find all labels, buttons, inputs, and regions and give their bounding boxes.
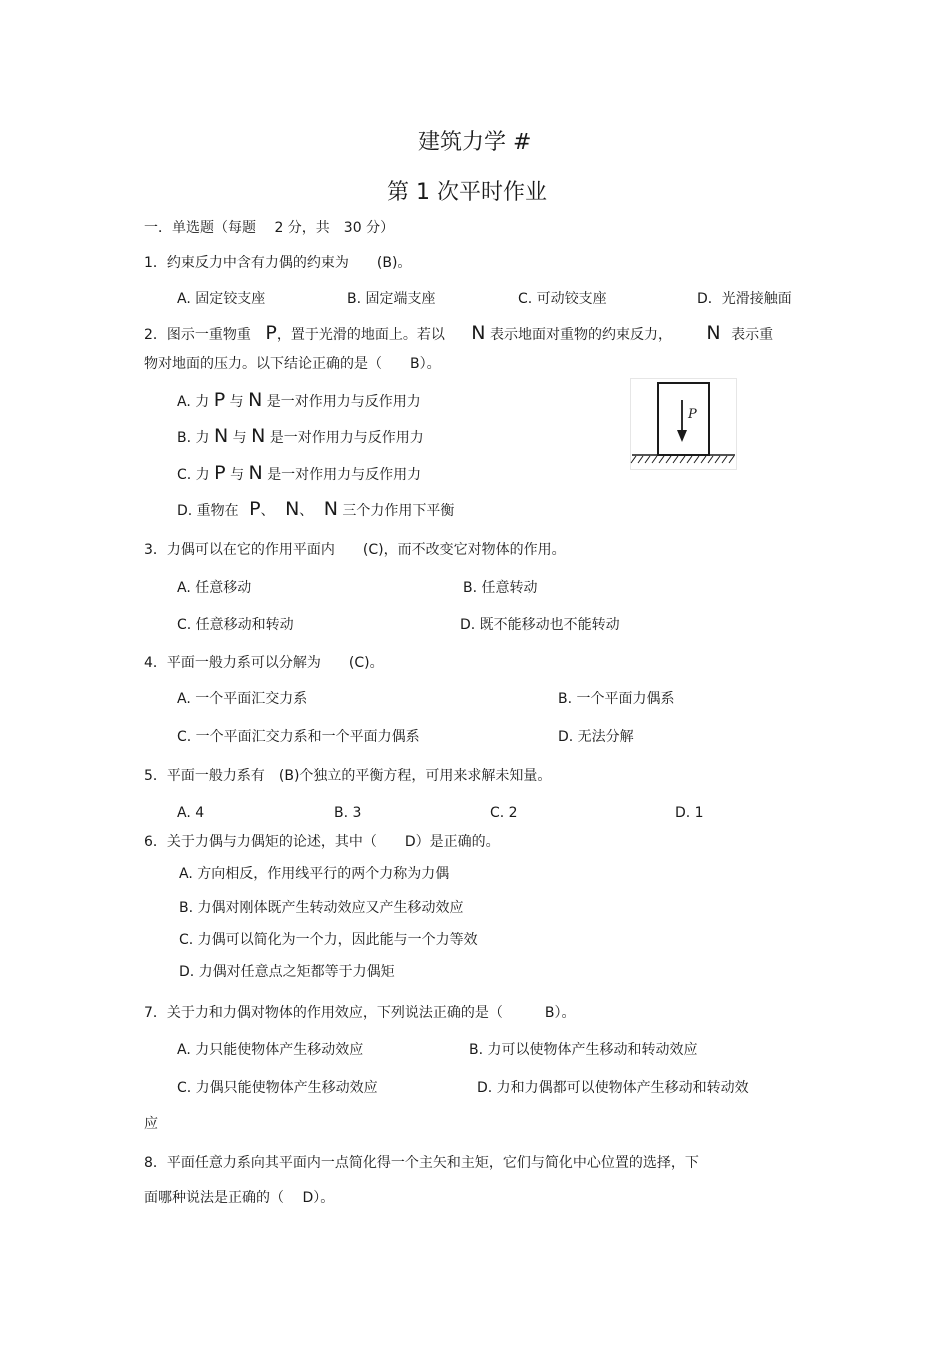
- stem-text: 表示地面对重物的约束反力，: [489, 327, 672, 343]
- question-6-option-b: B. 力偶对刚体既产生转动效应又产生移动效应: [179, 900, 464, 916]
- question-3-option-d: D. 既不能移动也不能转动: [460, 617, 620, 633]
- question-5-stem: 5．平面一般力系有 (B)个独立的平衡方程，可用来求解未知量。: [144, 768, 552, 784]
- option-label: D. 重物在: [177, 503, 239, 519]
- block-on-ground-figure: [630, 378, 737, 470]
- question-5-option-d: D. 1: [675, 805, 704, 821]
- question-5-option-c: C. 2: [490, 805, 518, 821]
- document-subtitle: 第 1 次平时作业: [387, 180, 547, 205]
- question-5-option-b: B. 3: [334, 805, 362, 821]
- question-3-stem: 3．力偶可以在它的作用平面内 (C)，而不改变它对物体的作用。: [144, 542, 566, 558]
- option-text: 与: [230, 467, 245, 483]
- question-4-option-b: B. 一个平面力偶系: [558, 691, 675, 707]
- option-text: 是一对作用力与反作用力: [267, 467, 422, 483]
- question-6-stem: 6．关于力偶与力偶矩的论述，其中（ D）是正确的。: [144, 834, 500, 850]
- question-4-option-c: C. 一个平面汇交力系和一个平面力偶系: [177, 729, 420, 745]
- question-7-option-d: D. 力和力偶都可以使物体产生移动和转动效: [477, 1080, 749, 1096]
- question-1-option-a: A. 固定铰支座: [177, 291, 266, 307]
- question-6-option-c: C. 力偶可以简化为一个力，因此能与一个力等效: [179, 932, 478, 948]
- question-7-stem: 7．关于力和力偶对物体的作用效应，下列说法正确的是（ B）。: [144, 1005, 576, 1021]
- ground-hatching: [631, 456, 734, 463]
- symbol: N: [285, 498, 300, 520]
- question-1-stem: 1．约束反力中含有力偶的约束为 (B)。: [144, 255, 412, 271]
- symbol: N: [248, 462, 263, 484]
- question-2-stem-line2: 物对地面的压力。以下结论正确的是（ B）。: [144, 356, 441, 372]
- symbol: P: [249, 498, 261, 520]
- symbol-p: P: [265, 322, 277, 344]
- stem-text: 表示重: [731, 327, 774, 343]
- question-4-option-a: A. 一个平面汇交力系: [177, 691, 308, 707]
- symbol: N: [213, 425, 229, 447]
- question-2-option-b: [177, 427, 424, 447]
- symbol-n: N: [471, 322, 486, 344]
- question-7-option-c: C. 力偶只能使物体产生移动效应: [177, 1080, 378, 1096]
- symbol: N: [248, 389, 263, 411]
- question-8-stem-line2: 面哪种说法是正确的（ D）。: [144, 1190, 335, 1206]
- question-2-stem-line1: [144, 324, 773, 344]
- block-outline: [658, 383, 709, 455]
- question-7-option-d-continuation: 应: [144, 1116, 158, 1132]
- section-heading: 一．单选题（每题 2 分，共 30 分）: [144, 220, 395, 236]
- stem-text: 2．图示一重物重: [144, 327, 251, 343]
- symbol-n: N: [706, 322, 721, 344]
- question-7-option-a: A. 力只能使物体产生移动效应: [177, 1042, 364, 1058]
- question-7-option-b: B. 力可以使物体产生移动和转动效应: [469, 1042, 698, 1058]
- option-text: 三个力作用下平衡: [342, 503, 455, 519]
- question-3-option-c: C. 任意移动和转动: [177, 617, 294, 633]
- option-label: A. 力: [177, 394, 210, 410]
- question-3-option-b: B. 任意转动: [463, 580, 538, 596]
- option-text: 与: [229, 394, 244, 410]
- question-2-option-d: [177, 500, 454, 520]
- symbol: N: [251, 425, 266, 447]
- question-4-stem: 4．平面一般力系可以分解为 (C)。: [144, 655, 384, 671]
- separator: 、: [299, 503, 314, 519]
- option-label: C. 力: [177, 467, 210, 483]
- question-6-option-d: D. 力偶对任意点之矩都等于力偶矩: [179, 964, 395, 980]
- option-text: 与: [232, 430, 247, 446]
- question-6-option-a: A. 方向相反，作用线平行的两个力称为力偶: [179, 866, 450, 882]
- question-3-option-a: A. 任意移动: [177, 580, 252, 596]
- symbol: N: [323, 498, 338, 520]
- option-text: 是一对作用力与反作用力: [269, 430, 424, 446]
- question-2-option-c: [177, 464, 421, 484]
- document-title: 建筑力学 #: [418, 130, 532, 155]
- separator: 、: [260, 503, 275, 519]
- stem-text: ，置于光滑的地面上。若以: [276, 327, 445, 343]
- question-1-option-b: B. 固定端支座: [347, 291, 436, 307]
- symbol: P: [214, 462, 226, 484]
- question-1-option-d: D．光滑接触面: [697, 291, 792, 307]
- question-1-option-c: C. 可动铰支座: [518, 291, 607, 307]
- question-8-stem-line1: 8．平面任意力系向其平面内一点简化得一个主矢和主矩，它们与简化中心位置的选择，下: [144, 1155, 699, 1171]
- question-5-option-a: A. 4: [177, 805, 205, 821]
- question-4-option-d: D. 无法分解: [558, 729, 634, 745]
- option-label: B. 力: [177, 430, 210, 446]
- question-2-option-a: [177, 391, 421, 411]
- option-text: 是一对作用力与反作用力: [266, 394, 421, 410]
- symbol: P: [213, 389, 226, 411]
- force-label: P: [688, 407, 697, 422]
